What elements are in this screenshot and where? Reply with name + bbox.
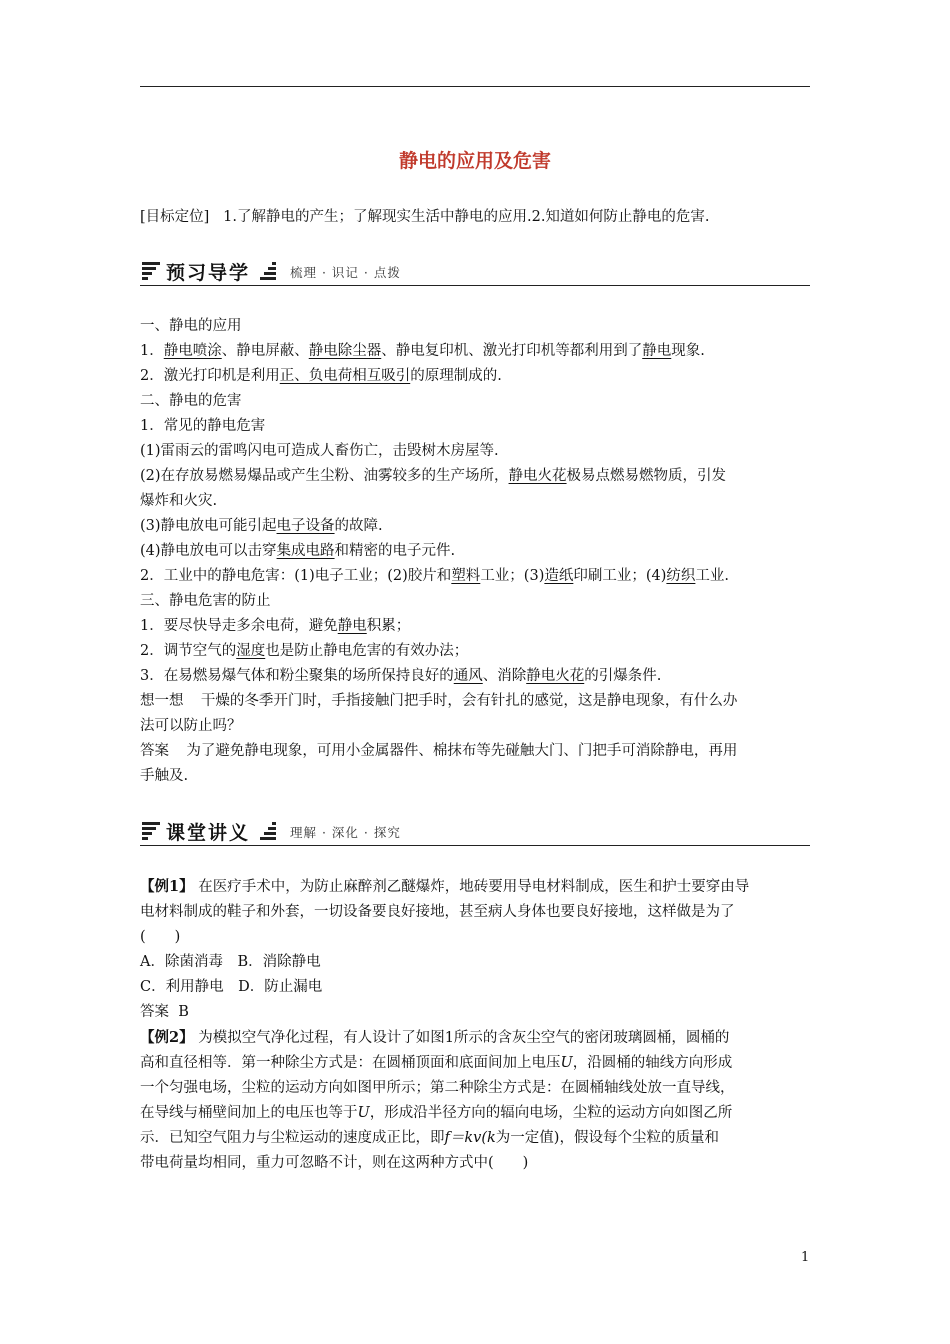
text-line: ( )	[140, 929, 181, 945]
preview-content	[140, 314, 812, 789]
section-title: 课堂讲义	[166, 822, 251, 844]
example-1: 【例1】 在医疗手术中，为防止麻醉剂乙醚爆炸，地砖要用导电材料制成，医生和护士要穿由导	[140, 878, 750, 895]
section-subtitle: 理解 · 深化 · 探究	[290, 825, 401, 840]
text-line: 手触及.	[140, 768, 189, 784]
text-line: 2．调节空气的湿度也是防止静电危害的有效办法；	[140, 643, 469, 659]
text-line: 爆炸和火灾.	[140, 493, 218, 509]
stripes-icon	[142, 262, 160, 280]
wedge-icon	[258, 262, 276, 280]
section-rule	[140, 845, 810, 846]
think-question: 想一想 干燥的冬季开门时，手指接触门把手时，会有针扎的感觉，这是静电现象，有什么办	[140, 693, 738, 709]
text-line: 一个匀强电场，尘粒的运动方向如图甲所示；第二种除尘方式是：在圆桶轴线处放一直导线，	[140, 1080, 735, 1096]
goals-text: 1.了解静电的产生；了解现实生活中静电的应用.2.知道如何防止静电的危害.	[223, 209, 710, 225]
text-line: 2．激光打印机是利用正、负电荷相互吸引的原理制成的.	[140, 368, 502, 384]
text-line: 1．常见的静电危害	[140, 418, 266, 434]
text-line: 2．工业中的静电危害：(1)电子工业；(2)胶片和塑料工业；(3)造纸印刷工业；(4)纺织工业.	[140, 568, 730, 584]
options-ab: A．除菌消毒 B．消除静电	[140, 954, 321, 970]
page-title: 静电的应用及危害	[398, 150, 551, 172]
text-line: 带电荷量均相同，重力可忽略不计，则在这两种方式中( )	[140, 1155, 529, 1171]
section-header-lecture	[140, 818, 810, 846]
example-1-answer: 答案 B	[140, 1004, 189, 1020]
section-rule	[140, 285, 810, 286]
section-subtitle: 梳理 · 识记 · 点拨	[290, 265, 401, 280]
text-line: (3)静电放电可能引起电子设备的故障.	[140, 518, 383, 534]
text-line: (2)在存放易燃易爆品或产生尘粉、油雾较多的生产场所，静电火花极易点燃易燃物质，引发	[140, 468, 727, 484]
think-answer: 答案 为了避免静电现象，可用小金属器件、棉抹布等先碰触大门、门把手可消除静电，再用	[140, 743, 738, 759]
text-line: 电材料制成的鞋子和外套，一切设备要良好接地，甚至病人身体也要良好接地，这样做是为了	[140, 904, 735, 920]
text-line: 3．在易燃易爆气体和粉尘聚集的场所保持良好的通风、消除静电火花的引爆条件.	[140, 668, 662, 684]
example-2: 【例2】 为模拟空气净化过程，有人设计了如图1所示的含灰尘空气的密闭玻璃圆桶，圆桶的	[140, 1029, 730, 1046]
text-line: 在导线与桶壁间加上的电压也等于U，形成沿半径方向的辐向电场，尘粒的运动方向如图乙所	[140, 1105, 733, 1121]
options-cd: C．利用静电 D．防止漏电	[140, 979, 323, 995]
text-line: 示．已知空气阻力与尘粒运动的速度成正比，即f＝kv(k为一定值)，假设每个尘粒的质量和	[140, 1130, 719, 1146]
text-line: 高和直径相等．第一种除尘方式是：在圆桶顶面和底面间加上电压U，沿圆桶的轴线方向形成	[140, 1055, 733, 1071]
heading-hazards: 二、静电的危害	[140, 393, 242, 409]
text-line: 1．静电喷涂、静电屏蔽、静电除尘器、静电复印机、激光打印机等都利用到了静电现象.	[140, 343, 705, 359]
text-line: 法可以防止吗？	[140, 718, 242, 734]
page-number: 1	[801, 1250, 810, 1265]
heading-applications: 一、静电的应用	[140, 318, 242, 334]
stripes-icon	[142, 822, 160, 840]
text-line: (1)雷雨云的雷鸣闪电可造成人畜伤亡，击毁树木房屋等.	[140, 443, 499, 459]
learning-goals	[140, 205, 812, 230]
top-rule	[140, 86, 810, 87]
goals-label: [目标定位]	[140, 209, 210, 225]
section-header-preview	[140, 258, 810, 286]
section-title: 预习导学	[166, 262, 251, 284]
wedge-icon	[258, 822, 276, 840]
heading-prevention: 三、静电危害的防止	[140, 593, 271, 609]
text-line: 1．要尽快导走多余电荷，避免静电积累；	[140, 618, 411, 634]
text-line: (4)静电放电可以击穿集成电路和精密的电子元件.	[140, 543, 456, 559]
lecture-content	[140, 874, 812, 1176]
